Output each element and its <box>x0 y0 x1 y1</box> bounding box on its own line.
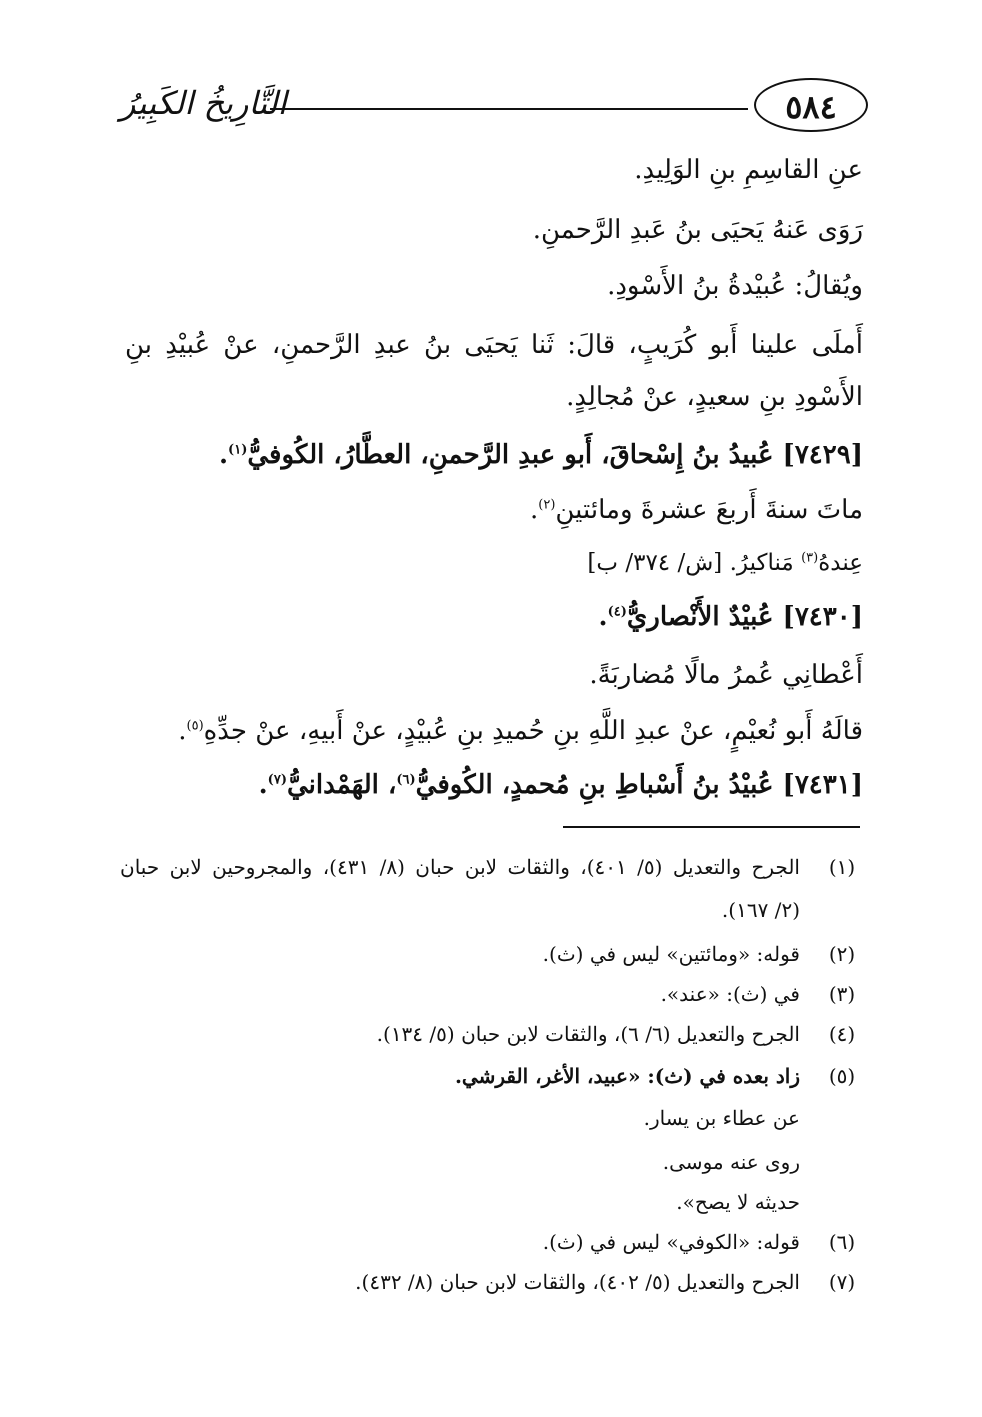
text-line: أَعْطانِي عُمرُ مالًا مُضاربَةً. <box>589 660 863 690</box>
text-line-content: قالَهُ أَبو نُعيْمٍ، عنْ عبدِ اللَّهِ بنِ حُميدِ بنِ عُبيْدٍ، عنْ أَبيهِ، عنْ جدِّهِ <box>203 716 863 746</box>
footnote-text: الجرح والتعديل (٥/ ٤٠٢)، والثقات لابن حبان (٨/ ٤٣٢). <box>355 1270 800 1294</box>
text-line <box>530 495 863 525</box>
page-header <box>120 78 868 138</box>
header-rule <box>270 108 748 110</box>
footnote-text: في (ث): «عند». <box>660 982 800 1006</box>
text-line-content: عِندهُ <box>818 550 863 576</box>
text-line <box>587 550 863 576</box>
entry-heading-7431 <box>259 770 863 800</box>
footnote-text: حديثه لا يصح». <box>676 1190 800 1214</box>
text-line: رَوَى عَنهُ يَحيَى بنُ عَبدِ الرَّحمنِ. <box>532 215 863 245</box>
text-line-content: ماتَ سنةَ أَربعَ عشرةَ ومائتينِ <box>555 495 863 525</box>
footnote-text: قوله: «الكوفي» ليس في (ث). <box>542 1230 800 1254</box>
text-line-content: ويُقالُ: عُبيْدةُ بنُ الأَسْودِ. <box>607 271 863 301</box>
text-line <box>178 716 863 746</box>
footnote-ref: (١) <box>228 442 248 458</box>
period: . <box>178 716 187 746</box>
footnote-text: زاد بعده في (ث): «عبيد، الأغر، القرشي. <box>454 1064 800 1088</box>
footnote-text: روى عنه موسى. <box>662 1150 800 1174</box>
entry-heading-text: ، الهَمْدانيُّ <box>286 770 397 800</box>
footnote-text: عن عطاء بن يسار. <box>643 1106 800 1130</box>
footnote-ref: (٥) <box>186 718 204 734</box>
footnote-number: (٣) <box>828 982 856 1006</box>
entry-heading-text: [٧٤٢٩] عُبيدُ بنُ إِسْحاقَ، أَبو عبدِ الرَّحمنِ، العطَّارُ، الكُوفيُّ <box>247 440 863 470</box>
text-line-content: مَناكيرُ. [ش/ ٣٧٤/ ب] <box>587 550 794 576</box>
period: . <box>218 440 229 470</box>
footnote-number: (٥) <box>828 1064 856 1088</box>
period: . <box>598 602 608 632</box>
footnote-ref: (٧) <box>267 772 287 788</box>
footnote-text: قوله: «ومائتين» ليس في (ث). <box>542 942 800 966</box>
period: . <box>529 495 539 525</box>
footnote-number: (٤) <box>828 1022 856 1046</box>
footnote-number: (١) <box>828 855 856 879</box>
footnote-ref: (٣) <box>801 550 819 566</box>
text-line: أَملَى علينا أَبو كُرَيبٍ، قالَ: ثَنا يَحيَى بنُ عبدِ الرَّحمنِ، عنْ عُبيْدِ بنِ <box>125 330 863 360</box>
footnote-text: الجرح والتعديل (٥/ ٤٠١)، والثقات لابن حبان (٨/ ٤٣١)، والمجروحين لابن حبان <box>120 855 800 879</box>
footnote-number: (٧) <box>828 1270 856 1294</box>
entry-heading-7429 <box>219 440 863 470</box>
text-line <box>607 271 863 301</box>
footnote-ref: (٤) <box>607 604 627 620</box>
footnote-separator <box>563 826 860 828</box>
footnote-number: (٦) <box>828 1230 856 1254</box>
footnote-text: الجرح والتعديل (٦/ ٦)، والثقات لابن حبان (٥/ ١٣٤). <box>376 1022 800 1046</box>
entry-heading-7430 <box>599 602 863 632</box>
text-line: الأَسْودِ بنِ سعيدٍ، عنْ مُجالِدٍ. <box>566 382 863 412</box>
entry-heading-text: [٧٤٣١] عُبيْدُ بنُ أَسْباطِ بنِ مُحمدٍ، الكُوفيُّ <box>415 770 863 800</box>
footnote-number: (٢) <box>828 942 856 966</box>
footnote-ref: (٦) <box>396 772 416 788</box>
entry-heading-text: [٧٤٣٠] عُبيْدٌ الأَنْصاريُّ <box>626 602 863 632</box>
text-line: عنِ القاسِمِ بنِ الوَلِيدِ. <box>634 155 863 185</box>
footnote-ref: (٢) <box>538 497 556 513</box>
footnote-text: (٢/ ١٦٧). <box>721 898 800 922</box>
book-title: التَّارِيخُ الكَبِيرُ <box>120 84 287 122</box>
period: . <box>258 770 268 800</box>
page-number-badge: ٥٨٤ <box>754 78 868 132</box>
